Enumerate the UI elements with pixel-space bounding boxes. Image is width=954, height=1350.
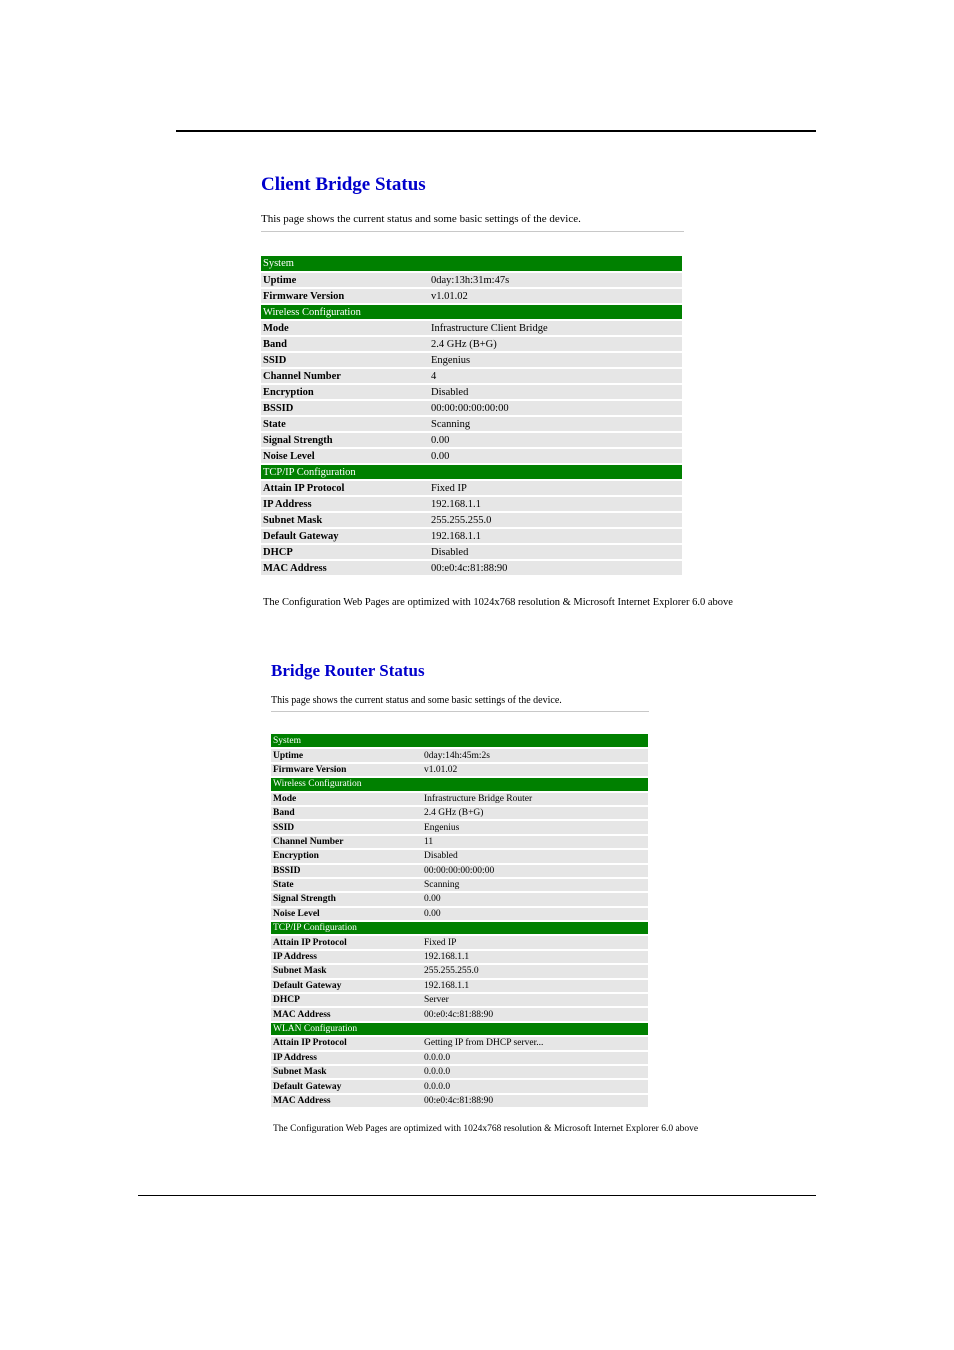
row-value: 2.4 GHz (B+G)	[422, 806, 648, 820]
section-header	[261, 256, 682, 272]
row-label: Channel Number	[271, 835, 422, 849]
row-value: v1.01.02	[429, 288, 682, 304]
section-header	[271, 777, 648, 791]
page-description: This page shows the current status and some basic settings of the device.	[261, 213, 581, 225]
row-label: IP Address	[271, 950, 422, 964]
table-row	[261, 368, 682, 384]
section-header	[261, 464, 682, 480]
section-header	[271, 1022, 648, 1036]
row-label: Default Gateway	[271, 979, 422, 993]
row-value: 0.00	[429, 432, 682, 448]
row-value: 0.00	[429, 448, 682, 464]
row-value: Disabled	[422, 849, 648, 863]
row-label: Encryption	[271, 849, 422, 863]
table-row	[271, 849, 648, 863]
row-value: 00:00:00:00:00:00	[422, 864, 648, 878]
row-value: Disabled	[429, 384, 682, 400]
row-label: Attain IP Protocol	[271, 1036, 422, 1050]
table-row	[271, 1094, 648, 1108]
table-row	[261, 320, 682, 336]
table-row	[271, 907, 648, 921]
table-row	[271, 935, 648, 949]
table-row	[271, 763, 648, 777]
table-row	[271, 1065, 648, 1079]
bridge-router-status-table	[271, 734, 648, 1109]
section-title: TCP/IP Configuration	[271, 921, 648, 935]
section-title: Wireless Configuration	[261, 304, 682, 320]
row-label: Default Gateway	[261, 528, 429, 544]
row-value: Scanning	[429, 416, 682, 432]
optimization-note: The Configuration Web Pages are optimized with 1024x768 resolution & Microsoft Internet Explorer 6.0 above	[273, 1124, 699, 1134]
row-value: 0.0.0.0	[422, 1065, 648, 1079]
row-value: 192.168.1.1	[422, 950, 648, 964]
table-row	[271, 964, 648, 978]
row-value: 0day:13h:31m:47s	[429, 272, 682, 288]
row-label: Subnet Mask	[261, 512, 429, 528]
row-label: Firmware Version	[271, 763, 422, 777]
row-label: Subnet Mask	[271, 1065, 422, 1079]
row-label: SSID	[271, 820, 422, 834]
row-value: 0.00	[422, 892, 648, 906]
row-label: Uptime	[271, 748, 422, 762]
row-value: v1.01.02	[422, 763, 648, 777]
top-rule	[176, 130, 816, 132]
row-label: SSID	[261, 352, 429, 368]
row-label: Default Gateway	[271, 1079, 422, 1093]
row-label: Firmware Version	[261, 288, 429, 304]
table-row	[261, 384, 682, 400]
row-value: Fixed IP	[429, 480, 682, 496]
table-row	[261, 512, 682, 528]
row-label: Attain IP Protocol	[261, 480, 429, 496]
row-value: Getting IP from DHCP server...	[422, 1036, 648, 1050]
row-label: State	[261, 416, 429, 432]
table-row	[261, 272, 682, 288]
page-title: Client Bridge Status	[261, 174, 426, 195]
table-row	[271, 835, 648, 849]
row-label: Signal Strength	[261, 432, 429, 448]
row-label: DHCP	[261, 544, 429, 560]
row-label: Attain IP Protocol	[271, 935, 422, 949]
table-row	[261, 288, 682, 304]
table-row	[271, 993, 648, 1007]
table-row	[261, 448, 682, 464]
row-value: Engenius	[429, 352, 682, 368]
row-value: 2.4 GHz (B+G)	[429, 336, 682, 352]
section-header	[271, 921, 648, 935]
row-value: 0.00	[422, 907, 648, 921]
page-title: Bridge Router Status	[271, 661, 425, 680]
row-value: 192.168.1.1	[422, 979, 648, 993]
optimization-note: The Configuration Web Pages are optimized with 1024x768 resolution & Microsoft Internet Explorer 6.0 above	[263, 597, 733, 608]
table-row	[271, 1051, 648, 1065]
table-row	[271, 878, 648, 892]
row-label: Channel Number	[261, 368, 429, 384]
row-value: Disabled	[429, 544, 682, 560]
section-header	[261, 304, 682, 320]
row-label: State	[271, 878, 422, 892]
section-header	[271, 734, 648, 748]
table-row	[271, 1079, 648, 1093]
table-row	[261, 336, 682, 352]
table-row	[261, 400, 682, 416]
row-label: Uptime	[261, 272, 429, 288]
description-divider	[261, 231, 684, 232]
table-row	[261, 496, 682, 512]
table-row	[261, 544, 682, 560]
row-label: Signal Strength	[271, 892, 422, 906]
row-label: Band	[271, 806, 422, 820]
row-label: BSSID	[261, 400, 429, 416]
row-value: Infrastructure Client Bridge	[429, 320, 682, 336]
table-row	[271, 792, 648, 806]
description-divider	[271, 711, 649, 712]
row-value: Scanning	[422, 878, 648, 892]
table-row	[271, 979, 648, 993]
row-label: Mode	[271, 792, 422, 806]
row-value: 00:00:00:00:00:00	[429, 400, 682, 416]
row-value: 0day:14h:45m:2s	[422, 748, 648, 762]
table-row	[261, 432, 682, 448]
section-title: Wireless Configuration	[271, 777, 648, 791]
row-value: 255.255.255.0	[429, 512, 682, 528]
table-row	[261, 480, 682, 496]
table-row	[261, 528, 682, 544]
row-label: Encryption	[261, 384, 429, 400]
table-row	[271, 748, 648, 762]
row-label: MAC Address	[271, 1094, 422, 1108]
row-label: MAC Address	[261, 560, 429, 576]
row-value: Infrastructure Bridge Router	[422, 792, 648, 806]
row-label: Mode	[261, 320, 429, 336]
client-bridge-status-table	[261, 256, 682, 577]
table-row	[271, 1007, 648, 1021]
bottom-rule	[138, 1195, 816, 1196]
row-value: 00:e0:4c:81:88:90	[422, 1007, 648, 1021]
row-label: IP Address	[261, 496, 429, 512]
row-value: 00:e0:4c:81:88:90	[422, 1094, 648, 1108]
table-row	[261, 352, 682, 368]
row-value: Engenius	[422, 820, 648, 834]
section-title: System	[261, 256, 682, 272]
table-row	[271, 1036, 648, 1050]
row-label: DHCP	[271, 993, 422, 1007]
row-value: 192.168.1.1	[429, 496, 682, 512]
row-label: Noise Level	[271, 907, 422, 921]
row-value: 255.255.255.0	[422, 964, 648, 978]
table-row	[271, 820, 648, 834]
row-label: Band	[261, 336, 429, 352]
table-row	[271, 806, 648, 820]
row-value: 192.168.1.1	[429, 528, 682, 544]
row-value: 0.0.0.0	[422, 1079, 648, 1093]
page-description: This page shows the current status and some basic settings of the device.	[271, 695, 562, 706]
row-label: Subnet Mask	[271, 964, 422, 978]
row-label: IP Address	[271, 1051, 422, 1065]
section-title: TCP/IP Configuration	[261, 464, 682, 480]
row-label: BSSID	[271, 864, 422, 878]
table-row	[271, 950, 648, 964]
row-value: Server	[422, 993, 648, 1007]
row-value: 4	[429, 368, 682, 384]
row-value: Fixed IP	[422, 935, 648, 949]
row-value: 0.0.0.0	[422, 1051, 648, 1065]
row-value: 00:e0:4c:81:88:90	[429, 560, 682, 576]
table-row	[271, 892, 648, 906]
table-row	[271, 864, 648, 878]
table-row	[261, 416, 682, 432]
row-label: Noise Level	[261, 448, 429, 464]
section-title: System	[271, 734, 648, 748]
row-label: MAC Address	[271, 1007, 422, 1021]
section-title: WLAN Configuration	[271, 1022, 648, 1036]
table-row	[261, 560, 682, 576]
row-value: 11	[422, 835, 648, 849]
